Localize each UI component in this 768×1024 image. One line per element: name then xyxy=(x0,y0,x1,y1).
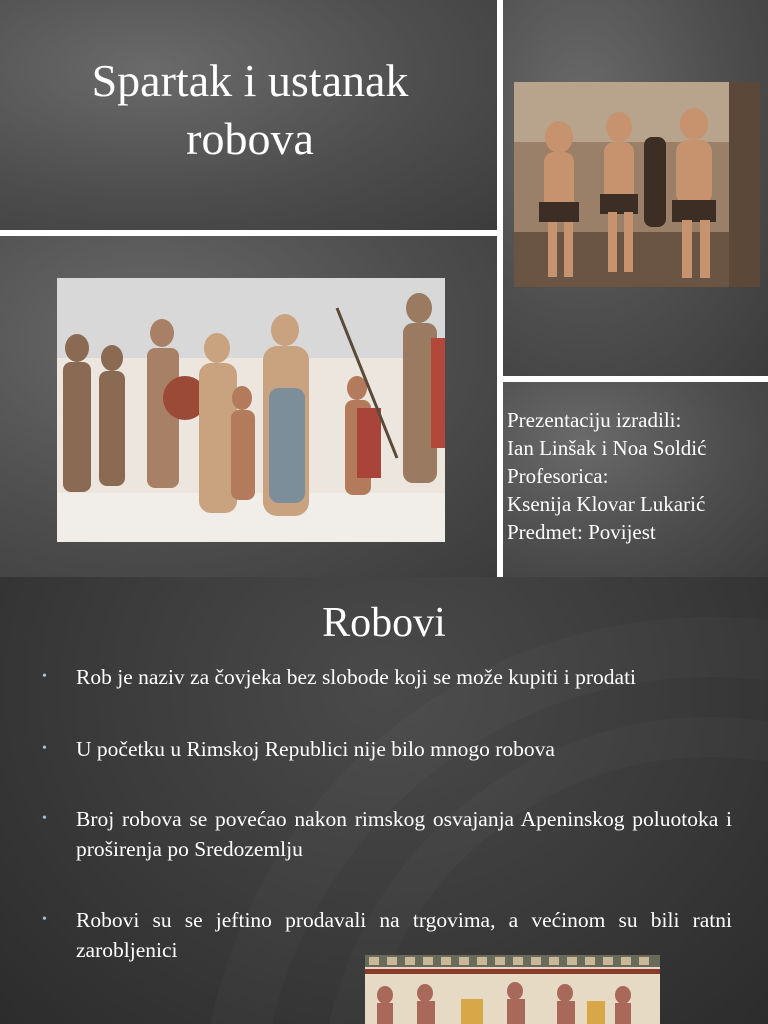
gladiators-photo xyxy=(514,82,760,287)
credits-teacher: Ksenija Klovar Lukarić xyxy=(507,492,706,516)
bullet-icon: • xyxy=(42,741,47,756)
title-panel xyxy=(0,0,497,230)
credits-teacher-label: Profesorica: xyxy=(507,464,609,488)
list-item xyxy=(40,662,732,692)
slide-2-title: Robovi xyxy=(322,600,446,646)
list-item xyxy=(40,734,732,764)
bullet-text: Robovi su se jeftino prodavali na trgovima, a većinom su bili ratni zarobljenici xyxy=(76,908,732,962)
slaves-march-illustration xyxy=(57,278,445,542)
bullet-list xyxy=(40,662,732,965)
bullet-icon: • xyxy=(42,912,47,927)
credits-panel xyxy=(503,382,768,577)
bullet-icon: • xyxy=(42,811,47,826)
credits-authors: Ian Linšak i Noa Soldić xyxy=(507,436,707,460)
bullet-text: U početku u Rimskoj Republici nije bilo mnogo robova xyxy=(76,737,555,761)
title-line-2: robova xyxy=(186,113,314,164)
title-line-1: Spartak i ustanak xyxy=(91,55,409,106)
mosaic-image xyxy=(365,955,660,1024)
bullet-icon: • xyxy=(42,669,47,684)
image-panel-mid-left xyxy=(0,236,497,577)
slide-2 xyxy=(0,577,768,1024)
credits xyxy=(507,406,765,546)
credits-authors-label: Prezentaciju izradili: xyxy=(507,408,682,432)
image-panel-top-right xyxy=(503,0,768,376)
list-item xyxy=(40,804,732,864)
bullet-text: Broj robova se povećao nakon rimskog osvajanja Apeninskog poluotoka i proširenja po Sredozemlju xyxy=(76,807,732,861)
slide-title xyxy=(40,52,460,168)
bullet-text: Rob je naziv za čovjeka bez slobode koji se može kupiti i prodati xyxy=(76,665,637,689)
credits-subject: Predmet: Povijest xyxy=(507,520,656,544)
